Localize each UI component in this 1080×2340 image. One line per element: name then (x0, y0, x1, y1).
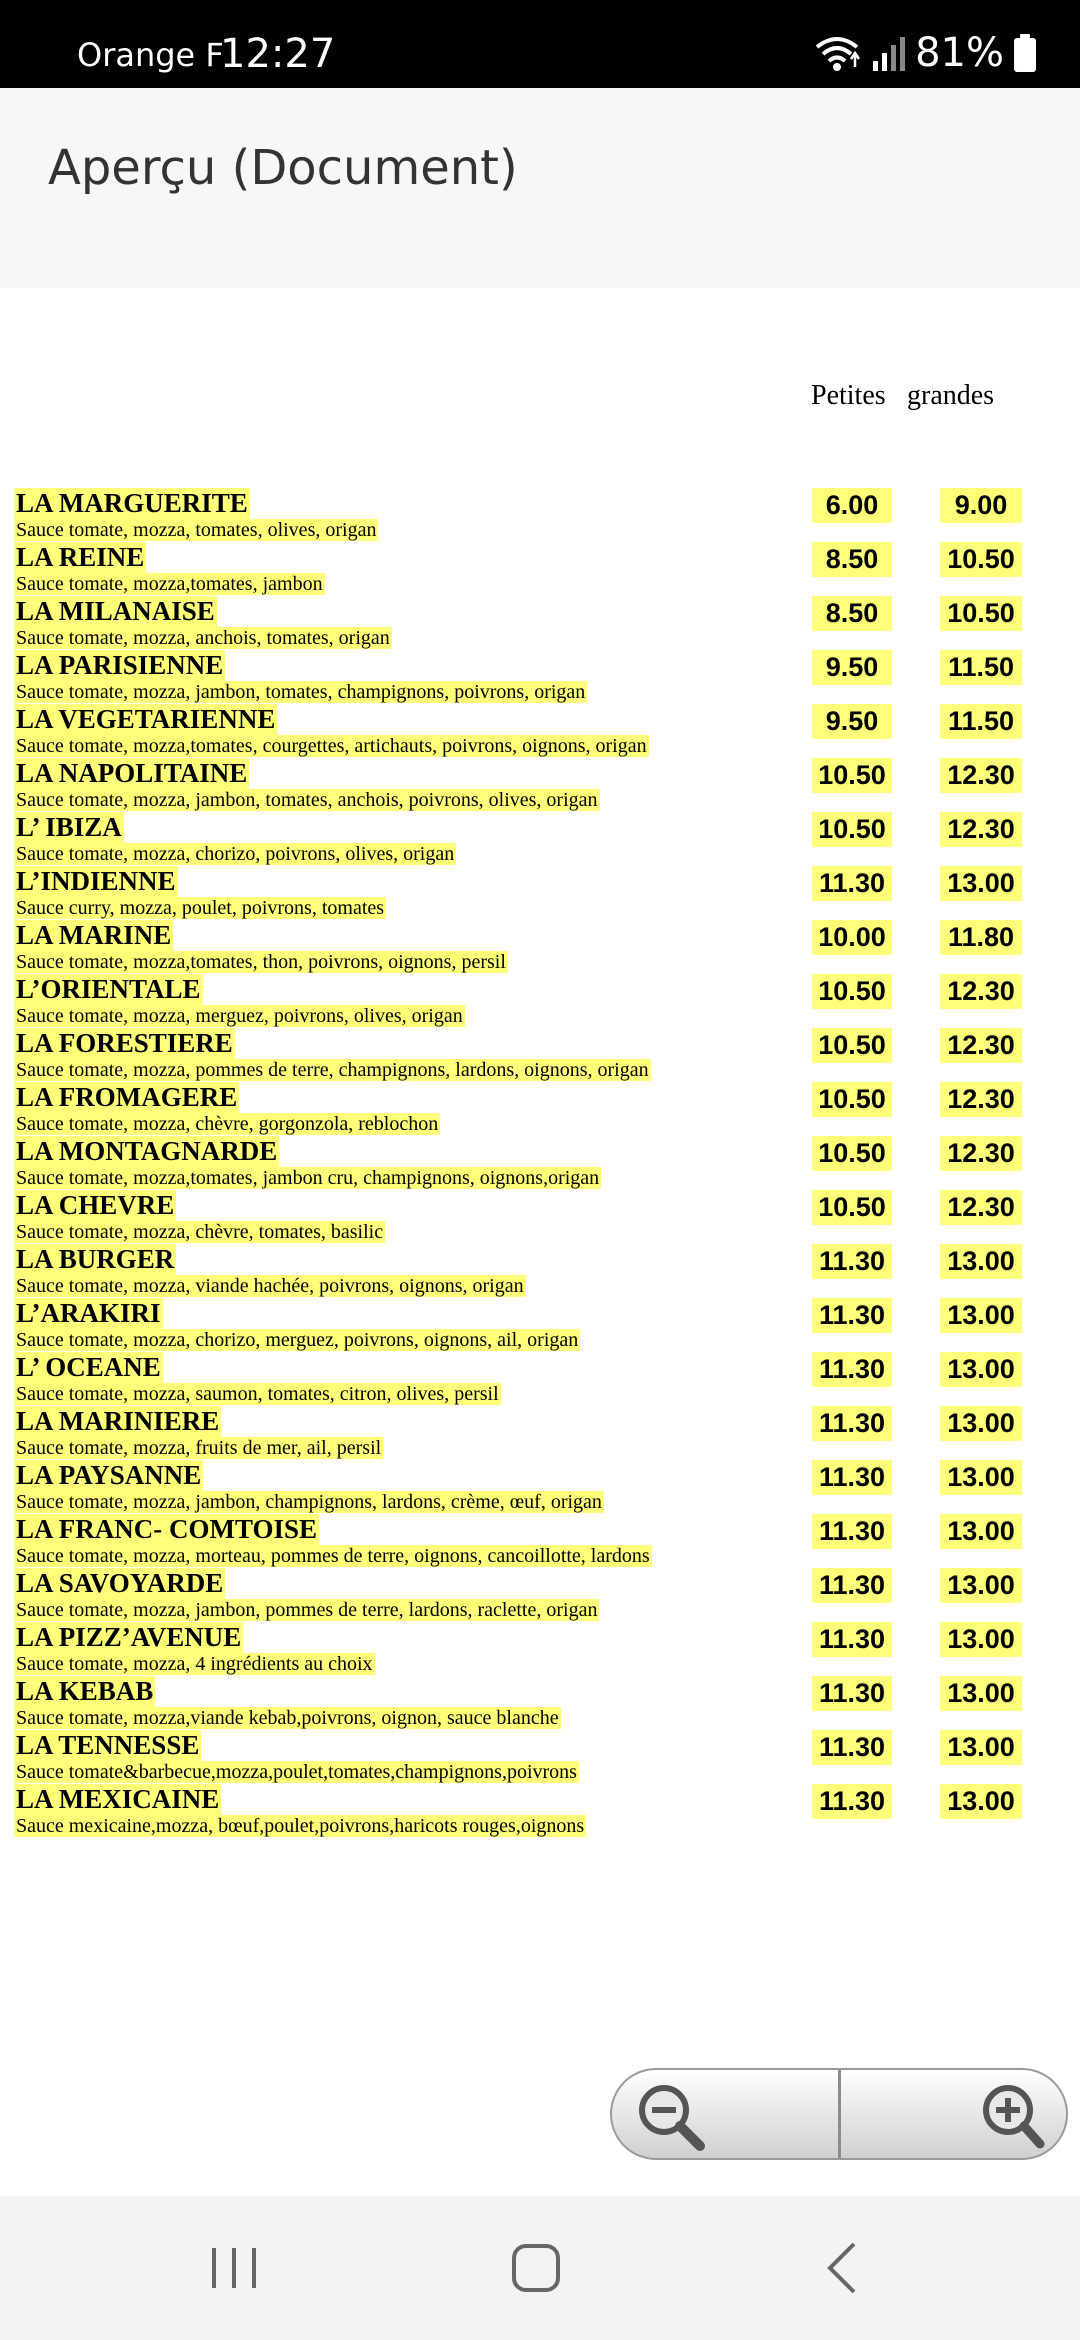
menu-item (0, 488, 1080, 542)
price-large: 13.00 (940, 1406, 1022, 1441)
price-small: 11.30 (812, 1352, 892, 1387)
navigation-bar (0, 2196, 1080, 2340)
item-name: LA TENNESSE (16, 1730, 200, 1760)
price-small: 11.30 (812, 866, 892, 901)
item-name: L’INDIENNE (16, 866, 176, 896)
menu-item (0, 1676, 1080, 1730)
wifi-icon (813, 33, 861, 73)
price-small: 8.50 (812, 596, 892, 631)
item-name: LA FORESTIERE (16, 1028, 233, 1058)
item-description: Sauce tomate, mozza, saumon, tomates, citron, olives, persil (16, 1383, 499, 1405)
item-description: Sauce tomate, mozza, morteau, pommes de terre, oignons, cancoillotte, lardons (16, 1545, 650, 1567)
menu-item (0, 1028, 1080, 1082)
item-description: Sauce tomate, mozza, fruits de mer, ail, persil (16, 1437, 382, 1459)
price-small: 11.30 (812, 1514, 892, 1549)
item-description: Sauce tomate, mozza, jambon, tomates, champignons, poivrons, origan (16, 681, 586, 703)
price-small: 8.50 (812, 542, 892, 577)
price-small: 10.50 (812, 758, 892, 793)
menu-item (0, 1352, 1080, 1406)
item-name: LA CHEVRE (16, 1190, 175, 1220)
price-large: 11.50 (940, 704, 1022, 739)
zoom-control (610, 2068, 1068, 2160)
menu-item (0, 1406, 1080, 1460)
item-name: LA VEGETARIENNE (16, 704, 276, 734)
item-description: Sauce tomate, mozza, pommes de terre, champignons, lardons, oignons, origan (16, 1059, 649, 1081)
item-name: L’ IBIZA (16, 812, 122, 842)
item-description: Sauce tomate, mozza, merguez, poivrons, olives, origan (16, 1005, 463, 1027)
home-button[interactable] (506, 2238, 566, 2303)
price-large: 13.00 (940, 1784, 1022, 1819)
item-name: LA MARGUERITE (16, 488, 248, 518)
zoom-out-icon (630, 2078, 712, 2154)
price-large: 9.00 (940, 488, 1022, 523)
item-name: LA PARISIENNE (16, 650, 224, 680)
price-small: 9.50 (812, 650, 892, 685)
item-name: LA MONTAGNARDE (16, 1136, 278, 1166)
column-header-small: Petites (811, 380, 886, 411)
item-description: Sauce tomate, mozza, chèvre, gorgonzola, reblochon (16, 1113, 439, 1135)
price-large: 13.00 (940, 1514, 1022, 1549)
price-large: 12.30 (940, 758, 1022, 793)
price-small: 10.50 (812, 1082, 892, 1117)
item-description: Sauce tomate, mozza,viande kebab,poivrons, oignon, sauce blanche (16, 1707, 559, 1729)
item-description: Sauce tomate, mozza, tomates, olives, origan (16, 519, 377, 541)
menu-item (0, 1784, 1080, 1838)
price-large: 13.00 (940, 1298, 1022, 1333)
item-description: Sauce curry, mozza, poulet, poivrons, tomates (16, 897, 385, 919)
back-button[interactable] (814, 2238, 874, 2303)
item-description: Sauce tomate, mozza,tomates, jambon (16, 573, 323, 595)
item-description: Sauce tomate, mozza,tomates, jambon cru, champignons, oignons,origan (16, 1167, 600, 1189)
price-large: 13.00 (940, 1460, 1022, 1495)
item-name: LA FROMAGERE (16, 1082, 238, 1112)
menu-item (0, 812, 1080, 866)
item-name: LA MILANAISE (16, 596, 215, 626)
price-large: 13.00 (940, 1676, 1022, 1711)
menu-item (0, 596, 1080, 650)
price-small: 6.00 (812, 488, 892, 523)
recent-apps-icon (204, 2238, 264, 2298)
price-small: 11.30 (812, 1460, 892, 1495)
item-description: Sauce tomate, mozza, viande hachée, poivrons, oignons, origan (16, 1275, 524, 1297)
document-preview[interactable] (0, 288, 1080, 2158)
menu-item (0, 866, 1080, 920)
price-large: 13.00 (940, 1352, 1022, 1387)
item-name: L’ORIENTALE (16, 974, 201, 1004)
item-name: LA MEXICAINE (16, 1784, 220, 1814)
price-large: 13.00 (940, 866, 1022, 901)
item-name: LA SAVOYARDE (16, 1568, 224, 1598)
price-small: 10.50 (812, 1190, 892, 1225)
item-description: Sauce tomate, mozza, jambon, pommes de terre, lardons, raclette, origan (16, 1599, 598, 1621)
zoom-in-button[interactable] (841, 2070, 1067, 2158)
price-small: 10.50 (812, 1136, 892, 1171)
menu-item (0, 1190, 1080, 1244)
carrier-name: Orange F (77, 36, 224, 74)
item-name: L’ OCEANE (16, 1352, 161, 1382)
price-small: 11.30 (812, 1298, 892, 1333)
price-large: 13.00 (940, 1730, 1022, 1765)
item-description: Sauce tomate, mozza, chorizo, poivrons, olives, origan (16, 843, 455, 865)
item-description: Sauce tomate, mozza,tomates, courgettes, artichauts, poivrons, oignons, origan (16, 735, 647, 757)
price-large: 11.80 (940, 920, 1022, 955)
menu-item (0, 1244, 1080, 1298)
price-large: 10.50 (940, 542, 1022, 577)
zoom-out-button[interactable] (612, 2070, 841, 2158)
menu-item (0, 650, 1080, 704)
price-large: 12.30 (940, 1028, 1022, 1063)
page-title: Aperçu (Document) (48, 140, 518, 196)
zoom-in-icon (966, 2078, 1048, 2154)
item-description: Sauce tomate, mozza, 4 ingrédients au choix (16, 1653, 373, 1675)
item-name: LA MARINIERE (16, 1406, 220, 1436)
item-description: Sauce tomate&barbecue,mozza,poulet,tomates,champignons,poivrons (16, 1761, 577, 1783)
price-large: 13.00 (940, 1622, 1022, 1657)
price-small: 11.30 (812, 1676, 892, 1711)
price-large: 13.00 (940, 1568, 1022, 1603)
item-name: LA REINE (16, 542, 145, 572)
item-description: Sauce mexicaine,mozza, bœuf,poulet,poivrons,haricots rouges,oignons (16, 1815, 585, 1837)
signal-icon (871, 35, 905, 71)
item-description: Sauce tomate, mozza, anchois, tomates, origan (16, 627, 390, 649)
price-small: 11.30 (812, 1784, 892, 1819)
menu-item (0, 1568, 1080, 1622)
price-small: 11.30 (812, 1622, 892, 1657)
item-description: Sauce tomate, mozza, jambon, tomates, anchois, poivrons, olives, origan (16, 789, 598, 811)
item-name: LA FRANC- COMTOISE (16, 1514, 318, 1544)
battery-percent: 81% (915, 30, 1004, 76)
item-description: Sauce tomate, mozza,tomates, thon, poivrons, oignons, persil (16, 951, 506, 973)
price-small: 10.50 (812, 974, 892, 1009)
recent-apps-button[interactable] (204, 2238, 264, 2303)
price-small: 11.30 (812, 1244, 892, 1279)
item-name: LA KEBAB (16, 1676, 154, 1706)
menu-item (0, 704, 1080, 758)
menu-item (0, 542, 1080, 596)
price-large: 11.50 (940, 650, 1022, 685)
price-small: 9.50 (812, 704, 892, 739)
price-large: 13.00 (940, 1244, 1022, 1279)
item-name: LA BURGER (16, 1244, 175, 1274)
item-name: LA NAPOLITAINE (16, 758, 248, 788)
menu-item (0, 1298, 1080, 1352)
status-bar (0, 0, 1080, 88)
item-name: LA MARINE (16, 920, 172, 950)
price-large: 12.30 (940, 812, 1022, 847)
status-icons (813, 30, 1036, 76)
price-large: 12.30 (940, 974, 1022, 1009)
menu-item (0, 1622, 1080, 1676)
price-large: 12.30 (940, 1190, 1022, 1225)
price-small: 11.30 (812, 1730, 892, 1765)
column-header-large: grandes (907, 380, 995, 411)
price-large: 12.30 (940, 1136, 1022, 1171)
item-name: LA PAYSANNE (16, 1460, 202, 1490)
price-small: 11.30 (812, 1406, 892, 1441)
menu-item (0, 974, 1080, 1028)
home-icon (506, 2238, 566, 2298)
price-small: 10.00 (812, 920, 892, 955)
battery-icon (1014, 34, 1036, 72)
app-header (0, 88, 1080, 288)
item-description: Sauce tomate, mozza, chèvre, tomates, basilic (16, 1221, 384, 1243)
price-small: 10.50 (812, 812, 892, 847)
item-name: LA PIZZ’AVENUE (16, 1622, 242, 1652)
menu-item (0, 1514, 1080, 1568)
menu-item (0, 758, 1080, 812)
price-small: 10.50 (812, 1028, 892, 1063)
menu-item (0, 1460, 1080, 1514)
menu-item (0, 1082, 1080, 1136)
back-icon (814, 2238, 874, 2298)
price-large: 12.30 (940, 1082, 1022, 1117)
price-large: 10.50 (940, 596, 1022, 631)
item-description: Sauce tomate, mozza, jambon, champignons, lardons, crème, œuf, origan (16, 1491, 602, 1513)
item-name: L’ARAKIRI (16, 1298, 161, 1328)
menu-item (0, 1136, 1080, 1190)
item-description: Sauce tomate, mozza, chorizo, merguez, poivrons, oignons, ail, origan (16, 1329, 579, 1351)
menu-item (0, 1730, 1080, 1784)
menu-item (0, 920, 1080, 974)
price-small: 11.30 (812, 1568, 892, 1603)
clock: 12:27 (220, 31, 336, 77)
